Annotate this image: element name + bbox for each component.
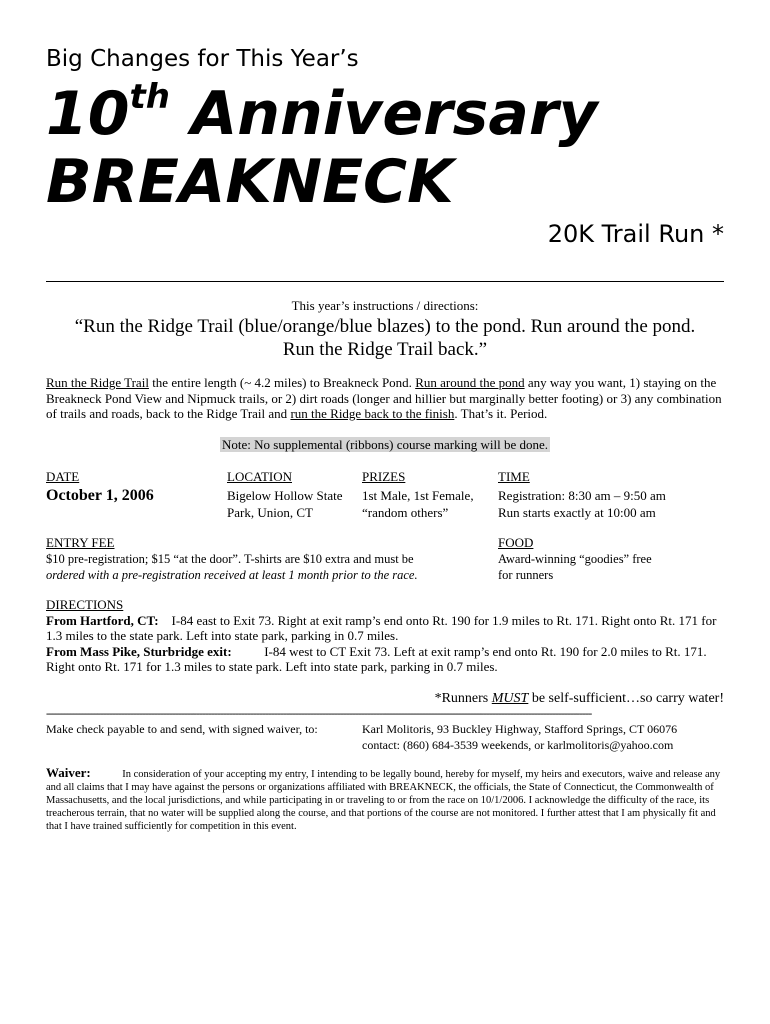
directions-block: [46, 597, 726, 675]
quote-line-2: Run the Ridge Trail back.”: [282, 339, 488, 360]
runners-post: be self-sufficient…so carry water!: [528, 691, 724, 706]
time-block: [498, 468, 666, 521]
directions-hartford: [46, 613, 726, 644]
course-marking-note: Note: No supplemental (ribbons) course marking will be done.: [221, 437, 548, 452]
date-block: [46, 468, 154, 504]
time-line-1: Registration: 8:30 am – 9:50 am: [498, 488, 666, 503]
note-row: [46, 437, 724, 453]
location-line-1: Bigelow Hollow State: [227, 488, 343, 503]
instr-underline-3: run the Ridge back to the finish: [290, 406, 455, 421]
title-number: 10: [46, 79, 130, 149]
mass-pike-label: From Mass Pike, Sturbridge exit:: [46, 643, 232, 659]
date-value: October 1, 2006: [46, 487, 154, 504]
date-label: DATE: [46, 469, 80, 484]
prizes-label: PRIZES: [362, 469, 406, 484]
time-label: TIME: [498, 469, 530, 484]
instructions-paragraph: [46, 375, 726, 422]
instructions-heading: This year’s instructions / directions:: [291, 298, 479, 313]
instr-text-2: any way you want, 1) staying on the Breakneck Pond View and Nipmuck trails, or 2) dirt roads (longer and hillier but marginally better footing) or 3) any combination of trails and roads, back to the Ridge Trail and: [46, 375, 722, 421]
entry-fee-label: ENTRY FEE: [46, 535, 115, 550]
pre-title: Big Changes for This Year’s: [46, 46, 359, 72]
directions-mass-pike: [46, 644, 726, 675]
hartford-label: From Hartford, CT:: [46, 612, 159, 628]
food-line-1: Award-winning “goodies” free: [498, 552, 652, 566]
mass-pike-text: I-84 west to CT Exit 73. Left at exit ramp’s end onto Rt. 190 for 2.0 miles to Rt. 171. Right onto Rt. 171 for 1.3 miles to state park. Left into state park, parking in 0.7 miles.: [46, 643, 707, 674]
page-title-line2: BREAKNECK: [46, 147, 454, 217]
directions-label: DIRECTIONS: [46, 597, 124, 612]
title-rest: Anniversary: [169, 79, 598, 149]
prizes-line-1: 1st Male, 1st Female,: [362, 488, 474, 503]
location-label: LOCATION: [227, 469, 292, 484]
instr-text-3: . That’s it. Period.: [454, 406, 548, 421]
runners-must: MUST: [491, 691, 529, 706]
page-title: [46, 77, 598, 149]
waiver-text: In consideration of your accepting my entry, I intending to be legally bound, hereby for myself, my heirs and executors, waive and release any and all claims that I may have against the persons or organizations affiliated with BREAKNECK, the officials, the State of Connecticut, the Commonwealth of Massachusetts, and the local jurisdictions, and while participating in or traveling to or from the race on 10/1/2006. I acknowledge the difficulty of the race, its treacherous terrain, that no water will be supplied along the course, and that portions of the course are not monitored. I further attest that I am physically fit and that I have trained sufficiently for competition in this event.: [46, 769, 721, 832]
subtitle: 20K Trail Run *: [547, 220, 724, 248]
address-line-2: contact: (860) 684-3539 weekends, or karlmolitoris@yahoo.com: [362, 737, 674, 752]
hartford-text: I-84 east to Exit 73. Right at exit ramp’s end onto Rt. 190 for 1.9 miles to Rt. 171. Right onto Rt. 171 for 1.3 miles to the state park. Left into state park, parking in 0.7 miles.: [46, 612, 717, 643]
instr-underline-2: Run around the pond: [415, 375, 525, 390]
waiver-label: Waiver:: [46, 765, 91, 780]
runners-notice: [435, 691, 724, 707]
prizes-block: [362, 468, 474, 521]
instr-underline-1: Run the Ridge Trail: [46, 375, 149, 390]
check-instructions: Make check payable to and send, with signed waiver, to:: [46, 722, 318, 736]
prizes-line-2: “random others”: [362, 505, 449, 520]
location-block: [227, 468, 343, 521]
location-line-2: Park, Union, CT: [227, 505, 313, 520]
entry-fee-line-2: ordered with a pre-registration received at least 1 month prior to the race.: [46, 568, 418, 582]
instr-text-1: the entire length (~ 4.2 miles) to Breakneck Pond.: [148, 375, 416, 390]
cut-line: --------------------------------------------------------------------------------------------------------------------------------------------------------------------------------------: [46, 706, 592, 720]
entry-fee-line-1: $10 pre-registration; $15 “at the door”. T-shirts are $10 extra and must be: [46, 552, 414, 566]
food-block: [498, 535, 652, 583]
address-line-1: Karl Molitoris, 93 Buckley Highway, Stafford Springs, CT 06076: [362, 722, 678, 736]
food-label: FOOD: [498, 535, 534, 550]
title-superscript: th: [129, 77, 170, 117]
food-line-2: for runners: [498, 568, 554, 582]
header-divider: [46, 281, 724, 282]
runners-pre: *Runners: [434, 691, 492, 706]
waiver-block: [46, 766, 726, 833]
entry-fee-block: [46, 535, 418, 583]
time-line-2: Run starts exactly at 10:00 am: [498, 505, 656, 520]
quote-line-1: “Run the Ridge Trail (blue/orange/blue blazes) to the pond. Run around the pond.: [74, 316, 696, 337]
mailing-address: [362, 722, 677, 753]
instructions-quote: [46, 315, 724, 361]
